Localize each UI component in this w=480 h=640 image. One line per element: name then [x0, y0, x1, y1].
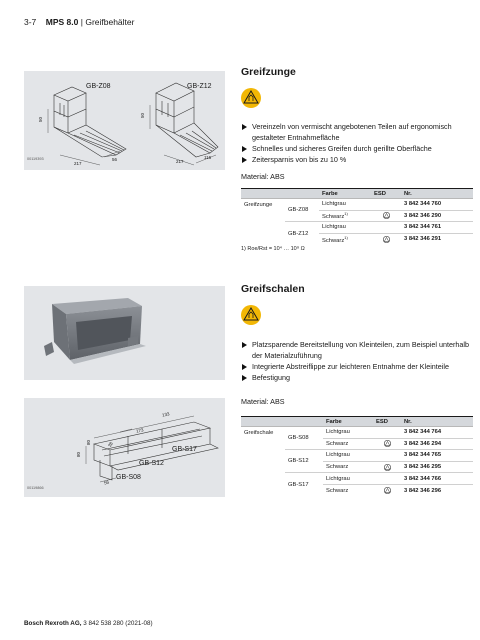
nr-cell: 3 842 344 760 — [401, 199, 473, 211]
figure-id: 00119393 — [27, 157, 44, 161]
nr-cell: 3 842 346 296 — [401, 484, 473, 496]
col-esd: ESD — [371, 189, 401, 199]
esd-icon — [383, 236, 390, 243]
greifzunge-drawing — [24, 71, 225, 170]
esd-warning-icon — [241, 305, 261, 325]
table-group: Greifzunge — [241, 199, 285, 245]
type-cell: GB-Z12 — [285, 222, 319, 245]
label-gb-z12: GB-Z12 — [187, 83, 212, 90]
order-table-greifschalen — [241, 416, 473, 496]
footnote-ref: 1) — [344, 234, 348, 240]
company-name: Bosch Rexroth AG, — [24, 620, 82, 627]
col-nr: Nr. — [401, 417, 473, 427]
list-item: Integrierte Abstreiflippe zur leichteren Entnahme der Kleinteile — [241, 361, 471, 372]
dim-a: 80 — [76, 451, 82, 458]
dim-w-right: 217 — [176, 159, 184, 164]
label-gb-s17: GB-S17 — [172, 446, 197, 453]
footnote-ref: 1) — [344, 211, 348, 217]
material-greifschalen: Material: ABS — [241, 397, 285, 406]
page-footer — [24, 620, 153, 627]
farbe-cell: Schwarz — [323, 461, 373, 473]
label-gb-s08: GB-S08 — [116, 474, 141, 481]
nr-cell: 3 842 344 765 — [401, 450, 473, 462]
esd-icon — [384, 440, 391, 447]
list-item: Schnelles und sicheres Greifen durch gerillte Oberfläche — [241, 143, 471, 154]
farbe-cell: Schwarz — [322, 237, 345, 244]
nr-cell: 3 842 344 766 — [401, 473, 473, 485]
farbe-cell: Lichtgrau — [323, 473, 373, 485]
table-header-row — [241, 417, 473, 427]
list-item: Zeitersparnis von bis zu 10 % — [241, 154, 471, 165]
label-gb-s12: GB-S12 — [139, 460, 164, 467]
dim-d-left: 56 — [112, 157, 118, 162]
farbe-cell: Lichtgrau — [323, 450, 373, 462]
greifschale-drawing — [24, 398, 225, 497]
page-number: 3-7 — [24, 17, 37, 27]
type-cell: GB-S17 — [285, 473, 323, 496]
section-title-greifschalen: Greifschalen — [241, 283, 305, 295]
col-nr: Nr. — [401, 189, 473, 199]
nr-cell: 3 842 346 290 — [401, 210, 473, 222]
product-name: MPS 8.0 — [45, 17, 79, 27]
farbe-cell: Lichtgrau — [319, 199, 371, 211]
table-header-row — [241, 189, 473, 199]
dim-b: 38 — [107, 441, 114, 448]
type-cell: GB-S12 — [285, 450, 323, 473]
esd-warning-icon — [241, 88, 261, 108]
list-item: Befestigung — [241, 372, 471, 383]
feature-list-greifschalen — [241, 339, 471, 383]
document-number: 3 842 538 280 (2021-08) — [83, 620, 153, 627]
dim-d: 133 — [161, 411, 170, 418]
section-name: Greifbehälter — [85, 17, 135, 27]
col-farbe: Farbe — [319, 189, 371, 199]
type-cell: GB-Z08 — [285, 199, 319, 222]
list-item: Vereinzeln von vermischt angebotenen Teilen auf ergonomisch gestalteter Entnahmefläche — [241, 121, 471, 143]
farbe-cell: Schwarz — [322, 214, 345, 221]
dim-c: 173 — [135, 427, 144, 434]
farbe-cell: Schwarz — [323, 484, 373, 496]
esd-icon — [384, 464, 391, 471]
nr-cell: 3 842 346 291 — [401, 233, 473, 245]
type-cell: GB-S08 — [285, 427, 323, 450]
dim-h-left: 50 — [38, 116, 44, 123]
label-gb-z08: GB-Z08 — [86, 83, 111, 90]
col-farbe: Farbe — [323, 417, 373, 427]
grip-tray-photo — [24, 286, 225, 380]
farbe-cell: Lichtgrau — [319, 222, 371, 234]
page-header — [24, 17, 134, 27]
order-table-greifzunge — [241, 188, 473, 245]
dim-f: 56 — [103, 479, 110, 486]
table-group: Greifschale — [241, 427, 285, 497]
feature-list-greifzunge — [241, 121, 471, 165]
material-greifzunge: Material: ABS — [241, 172, 285, 181]
section-title-greifzunge: Greifzunge — [241, 66, 296, 78]
farbe-cell: Lichtgrau — [323, 427, 373, 439]
figure-id: 00119866 — [27, 486, 44, 490]
table-row — [241, 199, 473, 211]
list-item: Platzsparende Bereitstellung von Kleinteilen, zum Beispiel unterhalb der Materialzuführung — [241, 339, 471, 361]
dim-w-left: 217 — [74, 161, 82, 166]
dim-h-right: 50 — [140, 112, 146, 119]
table-row — [241, 427, 473, 439]
dim-d-right: 116 — [204, 155, 212, 160]
footnote: 1) Roe/Rst = 10⁴ … 10⁹ Ω — [241, 246, 305, 252]
nr-cell: 3 842 344 764 — [401, 427, 473, 439]
esd-icon — [383, 212, 390, 219]
header-separator: | — [80, 17, 83, 27]
esd-icon — [384, 487, 391, 494]
nr-cell: 3 842 344 761 — [401, 222, 473, 234]
nr-cell: 3 842 346 295 — [401, 461, 473, 473]
nr-cell: 3 842 346 294 — [401, 438, 473, 450]
col-esd: ESD — [373, 417, 401, 427]
greifschale-photo — [24, 286, 225, 380]
dim-e: 80 — [86, 439, 92, 446]
farbe-cell: Schwarz — [323, 438, 373, 450]
